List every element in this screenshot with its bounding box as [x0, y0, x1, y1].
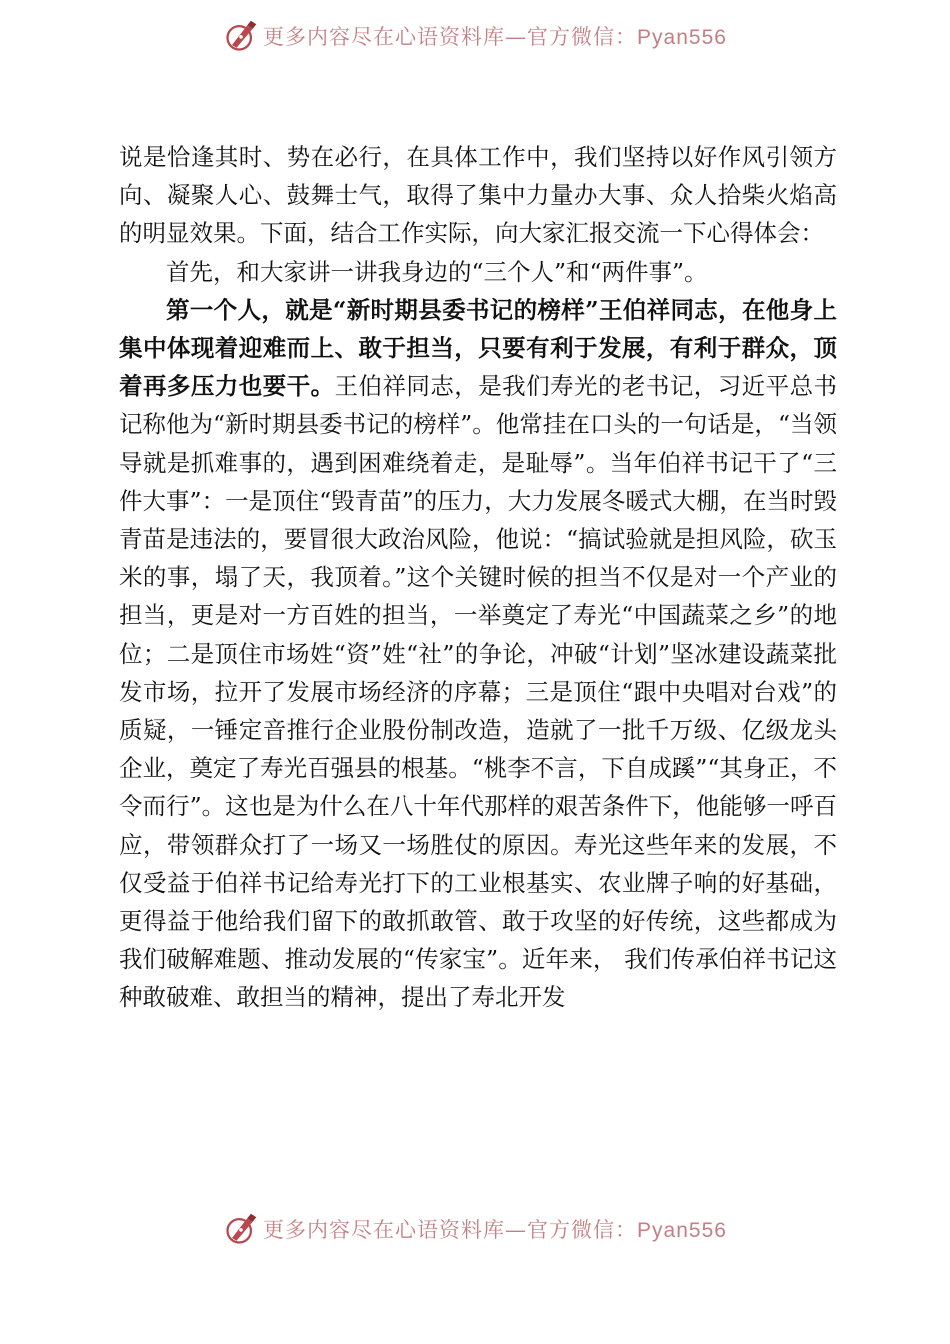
- footer-banner: [0, 1207, 950, 1251]
- document-body: [119, 138, 837, 1017]
- pen-nib-logo-icon: [223, 18, 259, 54]
- banner-main-text: 更多内容尽在心语资料库—官方微信：: [263, 25, 638, 49]
- banner-text: [263, 21, 727, 51]
- banner-wechat-id: Pyan556: [637, 26, 727, 49]
- pen-nib-logo-icon: [223, 1211, 259, 1247]
- paragraph-1: 说是恰逢其时、势在必行，在具体工作中，我们坚持以好作风引领方向、凝聚人心、鼓舞士气，取得了集中力量办大事、众人拾柴火焰高的明显效果。下面，结合工作实际，向大家汇报交流一下心得体会：: [119, 143, 837, 248]
- paragraph-3: [119, 291, 837, 1017]
- paragraph-3-bold-lead: 第一个人，就是“新时期县委书记的榜样”王伯祥同志，在他身上集中体现着迎难而上、敢于担当，只要有利于发展，有利于群众，顶着再多压力也要干。: [119, 295, 837, 401]
- banner-wechat-id: Pyan556: [637, 1219, 727, 1242]
- banner-main-text: 更多内容尽在心语资料库—官方微信：: [263, 1218, 638, 1242]
- paragraph-2: 首先，和大家讲一讲我身边的“三个人”和“两件事”。: [166, 257, 708, 286]
- banner-text: [263, 1214, 727, 1244]
- header-banner: [0, 14, 950, 58]
- paragraph-3-text: 王伯祥同志，是我们寿光的老书记，习近平总书记称他为“新时期县委书记的榜样”。他常挂在口头的一句话是，“当领导就是抓难事的，遇到困难绕着走，是耻辱”。当年伯祥书记干了“三件大事”：一是顶住“毁青苗”的压力，大力发展冬暖式大棚，在当时毁青苗是违法的，要冒很大政治风险，他说：“搞试验就是担风险，砍玉米的事，塌了天，我顶着。”这个关键时候的担当不仅是对一个产业的担当，更是对一方百姓的担当，一举奠定了寿光“中国蔬菜之乡”的地位；二是顶住市场姓“资”姓“社”的争论，冲破“计划”坚冰建设蔬菜批发市场，拉开了发展市场经济的序幕；三是顶住“跟中央唱对台戏”的质疑，一锤定音推行企业股份制改造，造就了一批千万级、亿级龙头企业，奠定了寿光百强县的根基。“桃李不言，下自成蹊”“其身正，不令而行”。这也是为什么在八十年代那样的艰苦条件下，他能够一呼百应，带领群众打了一场又一场胜仗的原因。寿光这些年来的发展，不仅受益于伯祥书记给寿光打下的工业根基实、农业牌子响的好基础，更得益于他给我们留下的敢抓敢管、敢于攻坚的好传统，这些都成为我们破解难题、推动发展的“传家宝”。近年来， 我们传承伯祥书记这种敢破难、敢担当的精神，提出了寿北开发: [119, 372, 838, 1012]
